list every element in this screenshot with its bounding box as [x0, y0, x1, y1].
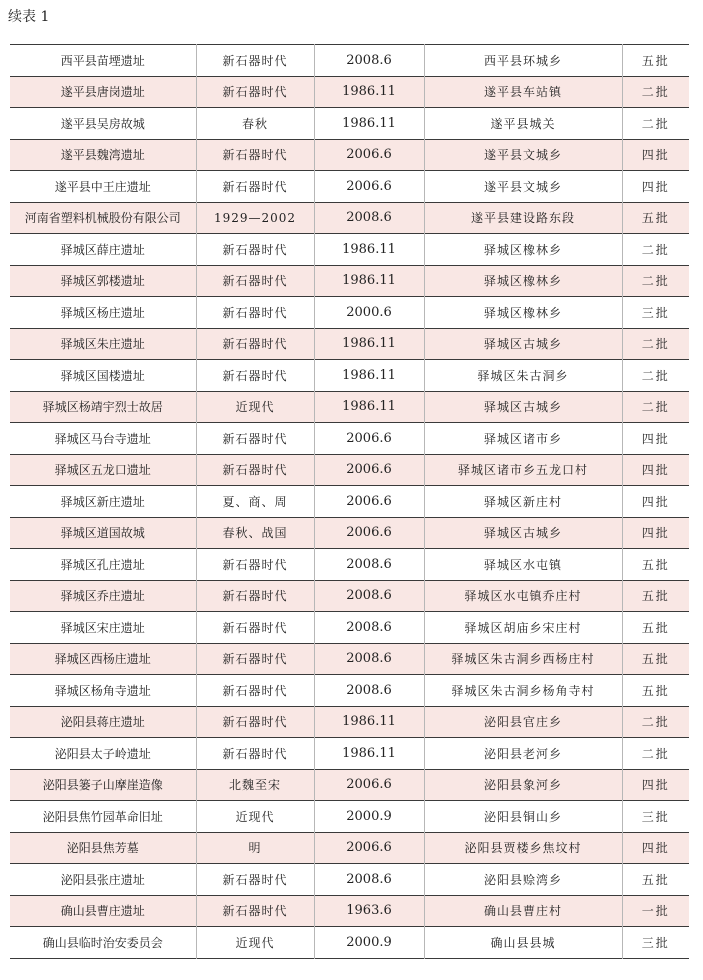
site-name-cell: 驿城区杨庄遗址 [10, 297, 196, 329]
location-cell: 泌阳县贾楼乡焦坟村 [424, 832, 622, 864]
era-cell: 春秋 [196, 108, 314, 140]
date-cell: 2008.6 [314, 864, 424, 896]
site-name-cell: 遂平县魏湾遗址 [10, 139, 196, 171]
batch-cell: 四批 [622, 769, 689, 801]
table-row [10, 643, 689, 675]
batch-cell: 二批 [622, 738, 689, 770]
location-cell: 遂平县文城乡 [424, 171, 622, 203]
site-name-cell: 泌阳县篓子山摩崖造像 [10, 769, 196, 801]
batch-cell: 一批 [622, 895, 689, 927]
site-name-cell: 确山县曹庄遗址 [10, 895, 196, 927]
date-cell: 1986.11 [314, 328, 424, 360]
era-cell: 新石器时代 [196, 643, 314, 675]
site-name-cell: 泌阳县蒋庄遗址 [10, 706, 196, 738]
table-row [10, 706, 689, 738]
site-name-cell: 遂平县中王庄遗址 [10, 171, 196, 203]
site-name-cell: 泌阳县张庄遗址 [10, 864, 196, 896]
site-name-cell: 驿城区郭楼遗址 [10, 265, 196, 297]
era-cell: 新石器时代 [196, 45, 314, 77]
location-cell: 确山县县城 [424, 927, 622, 959]
batch-cell: 五批 [622, 580, 689, 612]
location-cell: 遂平县车站镇 [424, 76, 622, 108]
table-row [10, 895, 689, 927]
date-cell: 1986.11 [314, 706, 424, 738]
date-cell: 2006.6 [314, 769, 424, 801]
era-cell: 北魏至宋 [196, 769, 314, 801]
date-cell: 1986.11 [314, 234, 424, 266]
location-cell: 驿城区古城乡 [424, 328, 622, 360]
batch-cell: 三批 [622, 927, 689, 959]
batch-cell: 五批 [622, 643, 689, 675]
era-cell: 夏、商、周 [196, 486, 314, 518]
era-cell: 新石器时代 [196, 864, 314, 896]
table-row [10, 360, 689, 392]
site-name-cell: 河南省塑料机械股份有限公司 [10, 202, 196, 234]
era-cell: 新石器时代 [196, 580, 314, 612]
site-name-cell: 驿城区宋庄遗址 [10, 612, 196, 644]
site-name-cell: 驿城区杨角寺遗址 [10, 675, 196, 707]
location-cell: 驿城区诸市乡五龙口村 [424, 454, 622, 486]
table-row [10, 549, 689, 581]
location-cell: 泌阳县官庄乡 [424, 706, 622, 738]
era-cell: 新石器时代 [196, 265, 314, 297]
era-cell: 新石器时代 [196, 549, 314, 581]
table-row [10, 675, 689, 707]
date-cell: 2008.6 [314, 643, 424, 675]
batch-cell: 二批 [622, 76, 689, 108]
site-name-cell: 遂平县吴房故城 [10, 108, 196, 140]
table-row [10, 486, 689, 518]
site-name-cell: 驿城区孔庄遗址 [10, 549, 196, 581]
table-row [10, 171, 689, 203]
era-cell: 新石器时代 [196, 76, 314, 108]
site-name-cell: 遂平县唐岗遗址 [10, 76, 196, 108]
location-cell: 确山县曹庄村 [424, 895, 622, 927]
site-name-cell: 驿城区薛庄遗址 [10, 234, 196, 266]
table-row [10, 297, 689, 329]
location-cell: 驿城区古城乡 [424, 517, 622, 549]
site-name-cell: 驿城区国楼遗址 [10, 360, 196, 392]
batch-cell: 五批 [622, 549, 689, 581]
table-row [10, 423, 689, 455]
table-row [10, 108, 689, 140]
era-cell: 新石器时代 [196, 297, 314, 329]
table-row [10, 45, 689, 77]
date-cell: 2006.6 [314, 423, 424, 455]
batch-cell: 二批 [622, 706, 689, 738]
era-cell: 近现代 [196, 927, 314, 959]
date-cell: 1986.11 [314, 360, 424, 392]
date-cell: 1986.11 [314, 108, 424, 140]
date-cell: 1986.11 [314, 738, 424, 770]
location-cell: 驿城区橡林乡 [424, 297, 622, 329]
table-row [10, 927, 689, 959]
batch-cell: 五批 [622, 45, 689, 77]
site-name-cell: 驿城区朱庄遗址 [10, 328, 196, 360]
heritage-sites-table [10, 44, 689, 959]
date-cell: 2006.6 [314, 454, 424, 486]
date-cell: 1986.11 [314, 391, 424, 423]
location-cell: 泌阳县老河乡 [424, 738, 622, 770]
location-cell: 驿城区古城乡 [424, 391, 622, 423]
era-cell: 新石器时代 [196, 328, 314, 360]
date-cell: 1986.11 [314, 265, 424, 297]
era-cell: 新石器时代 [196, 706, 314, 738]
table-row [10, 139, 689, 171]
batch-cell: 二批 [622, 328, 689, 360]
site-name-cell: 泌阳县太子岭遗址 [10, 738, 196, 770]
era-cell: 近现代 [196, 801, 314, 833]
era-cell: 新石器时代 [196, 171, 314, 203]
site-name-cell: 驿城区杨靖宇烈士故居 [10, 391, 196, 423]
date-cell: 2000.9 [314, 927, 424, 959]
table-row [10, 864, 689, 896]
table-row [10, 612, 689, 644]
date-cell: 2006.6 [314, 139, 424, 171]
table-row [10, 832, 689, 864]
location-cell: 泌阳县铜山乡 [424, 801, 622, 833]
location-cell: 驿城区橡林乡 [424, 265, 622, 297]
era-cell: 新石器时代 [196, 360, 314, 392]
table-row [10, 738, 689, 770]
batch-cell: 二批 [622, 234, 689, 266]
location-cell: 驿城区新庄村 [424, 486, 622, 518]
era-cell: 新石器时代 [196, 454, 314, 486]
era-cell: 新石器时代 [196, 234, 314, 266]
location-cell: 遂平县城关 [424, 108, 622, 140]
batch-cell: 二批 [622, 108, 689, 140]
location-cell: 驿城区水屯镇 [424, 549, 622, 581]
site-name-cell: 驿城区新庄遗址 [10, 486, 196, 518]
batch-cell: 二批 [622, 265, 689, 297]
table-row [10, 234, 689, 266]
era-cell: 1929—2002 [196, 202, 314, 234]
site-name-cell: 泌阳县焦竹园革命旧址 [10, 801, 196, 833]
location-cell: 驿城区水屯镇乔庄村 [424, 580, 622, 612]
location-cell: 驿城区橡林乡 [424, 234, 622, 266]
location-cell: 遂平县文城乡 [424, 139, 622, 171]
site-name-cell: 西平县苗堙遗址 [10, 45, 196, 77]
table-row [10, 265, 689, 297]
date-cell: 2008.6 [314, 45, 424, 77]
date-cell: 2006.6 [314, 171, 424, 203]
site-name-cell: 驿城区乔庄遗址 [10, 580, 196, 612]
table-row [10, 454, 689, 486]
era-cell: 新石器时代 [196, 612, 314, 644]
table-row [10, 801, 689, 833]
site-name-cell: 驿城区道国故城 [10, 517, 196, 549]
date-cell: 2006.6 [314, 517, 424, 549]
batch-cell: 五批 [622, 612, 689, 644]
table-row [10, 202, 689, 234]
date-cell: 2000.9 [314, 801, 424, 833]
era-cell: 明 [196, 832, 314, 864]
date-cell: 2008.6 [314, 580, 424, 612]
location-cell: 西平县环城乡 [424, 45, 622, 77]
batch-cell: 三批 [622, 801, 689, 833]
date-cell: 2008.6 [314, 612, 424, 644]
table-row [10, 769, 689, 801]
batch-cell: 四批 [622, 171, 689, 203]
date-cell: 1963.6 [314, 895, 424, 927]
date-cell: 2006.6 [314, 832, 424, 864]
date-cell: 2006.6 [314, 486, 424, 518]
date-cell: 2000.6 [314, 297, 424, 329]
table-row [10, 328, 689, 360]
era-cell: 新石器时代 [196, 895, 314, 927]
date-cell: 2008.6 [314, 202, 424, 234]
table-row [10, 580, 689, 612]
location-cell: 驿城区胡庙乡宋庄村 [424, 612, 622, 644]
site-name-cell: 驿城区西杨庄遗址 [10, 643, 196, 675]
batch-cell: 二批 [622, 360, 689, 392]
table-row [10, 517, 689, 549]
table-row [10, 76, 689, 108]
date-cell: 1986.11 [314, 76, 424, 108]
site-name-cell: 泌阳县焦芳墓 [10, 832, 196, 864]
site-name-cell: 驿城区马台寺遗址 [10, 423, 196, 455]
site-name-cell: 驿城区五龙口遗址 [10, 454, 196, 486]
batch-cell: 四批 [622, 454, 689, 486]
location-cell: 驿城区诸市乡 [424, 423, 622, 455]
location-cell: 驿城区朱古洞乡 [424, 360, 622, 392]
batch-cell: 五批 [622, 864, 689, 896]
era-cell: 新石器时代 [196, 423, 314, 455]
era-cell: 新石器时代 [196, 738, 314, 770]
era-cell: 近现代 [196, 391, 314, 423]
era-cell: 新石器时代 [196, 139, 314, 171]
location-cell: 驿城区朱古洞乡杨角寺村 [424, 675, 622, 707]
batch-cell: 四批 [622, 517, 689, 549]
date-cell: 2008.6 [314, 549, 424, 581]
site-name-cell: 确山县临时治安委员会 [10, 927, 196, 959]
date-cell: 2008.6 [314, 675, 424, 707]
batch-cell: 四批 [622, 832, 689, 864]
batch-cell: 四批 [622, 486, 689, 518]
era-cell: 春秋、战国 [196, 517, 314, 549]
table-caption: 续表 1 [8, 9, 50, 25]
batch-cell: 二批 [622, 391, 689, 423]
batch-cell: 三批 [622, 297, 689, 329]
batch-cell: 五批 [622, 675, 689, 707]
era-cell: 新石器时代 [196, 675, 314, 707]
table-row [10, 391, 689, 423]
batch-cell: 五批 [622, 202, 689, 234]
batch-cell: 四批 [622, 139, 689, 171]
location-cell: 泌阳县赊湾乡 [424, 864, 622, 896]
location-cell: 遂平县建设路东段 [424, 202, 622, 234]
location-cell: 泌阳县象河乡 [424, 769, 622, 801]
location-cell: 驿城区朱古洞乡西杨庄村 [424, 643, 622, 675]
batch-cell: 四批 [622, 423, 689, 455]
